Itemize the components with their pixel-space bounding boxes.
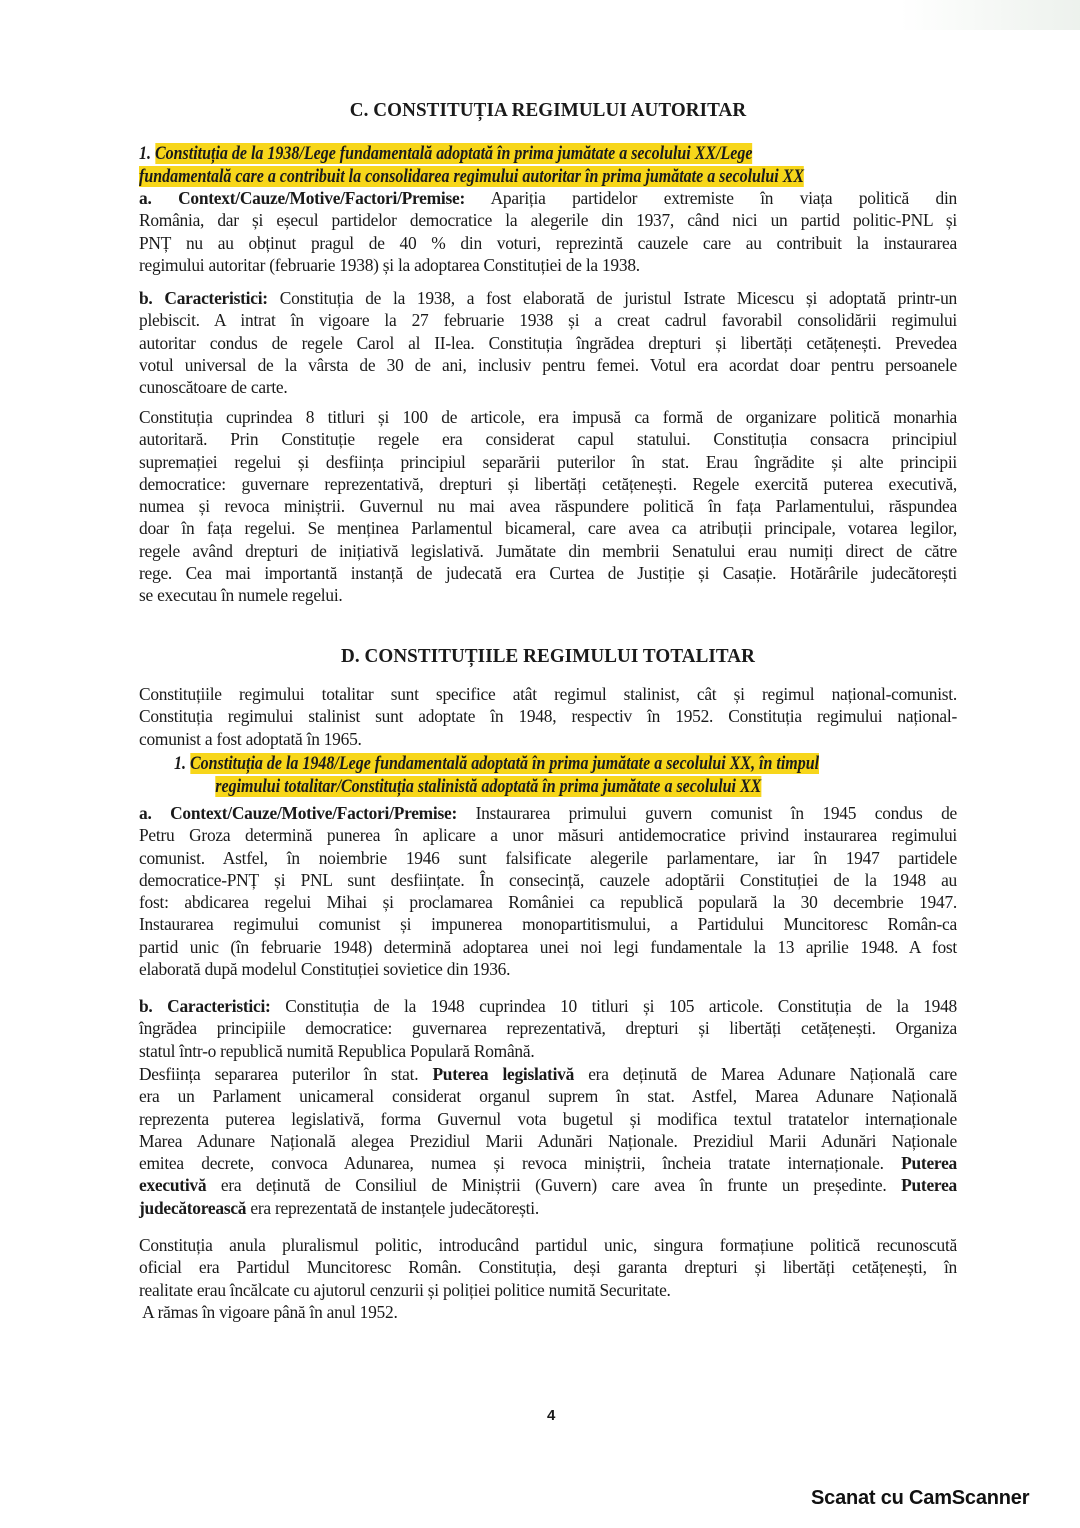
section-d-title: D. CONSTITUȚIILE REGIMULUI TOTALITAR xyxy=(340,645,756,667)
judicial-power-label: Puterea xyxy=(901,1175,957,1196)
section-d-closing-paragraph: Constituția anula pluralismul politic, introducând partidul unic, singura formațiune politică recunoscută oficial era Partidul Muncitoresc Român. Constituția, deși garanta drepturi și libertăți cetățenești, în realitate erau încălcate cu ajutorul cenzurii și poliției politice numită Securitate. A rămas în vigoare până în anul 1952. xyxy=(139,1235,957,1322)
highlighted-heading-line: Constituția de la 1948/Lege fundamentală adoptată în prima jumătate a secolului XX, în timpul xyxy=(190,753,820,774)
section-c-title: C. CONSTITUȚIA REGIMULUI AUTORITAR xyxy=(349,99,747,121)
scan-bleed-through xyxy=(900,0,1080,30)
section-c-item1-heading xyxy=(139,143,912,188)
section-d-features-paragraph: b. Caracteristici: Constituția de la 1948 cuprindea 10 titluri și 105 articole. Constituția de la 1948 îngrădea principiile democratice: guvernarea reprezentativă, drepturi și libertăți cetățenești. Organiza statul într-o republică numită Republica Populară Română. xyxy=(139,996,957,1061)
context-label: a. Context/Cauze/Motive/Factori/Premise: xyxy=(139,188,466,208)
highlighted-heading-line: regimului totalitar/Constituția stalinistă adoptată în prima jumătate a secolului XX xyxy=(215,775,762,797)
final-line: A rămas în vigoare până în anul 1952. xyxy=(139,1301,398,1322)
context-label: a. Context/Cauze/Motive/Factori/Premise: xyxy=(139,803,458,823)
item-number: 1. xyxy=(174,753,186,774)
section-c-body-paragraph: Constituția cuprindea 8 titluri și 100 de articole, era impusă ca formă de organizare politică monarhia autoritară. Prin Constituție regele era considerat capul statului. Constituția consacra principiul supremației regelui și desființa principiul separării puterilor în stat. Erau îngrădite și alte principii democratice: guvernare reprezentativă, drepturi și libertăți cetățenești. Regele exercită puterea executivă, numea și revoca miniștrii. Guvernul nu mai avea răspundere politică în fața Parlamentului, răspundea doar în fața regelui. Se menținea Parlamentul bicameral, care avea ca atribuții principale, votarea legilor, regele având drepturi de inițiativă legislativă. Jumătate din membrii Senatului erau numiți direct de către rege. Cea mai importantă instanță de judecată era Curtea de Justiție și Casație. Hotărârile judecătorești se executau în numele regelui. xyxy=(139,407,957,606)
page-number: 4 xyxy=(547,1407,556,1424)
item-number: 1. xyxy=(139,143,151,164)
section-d-powers-paragraph: Desființa separarea puterilor în stat. Puterea legislativă era deținută de Marea Adunare Națională care era un Parlament unicameral considerat organul suprem în stat. Astfel, Marea Adunare Națională reprezenta puterea legislativă, forma Guvernul vota bugetul și modifica textul tratatelor internaționale Marea Adunare Națională alegea Prezidiul Marii Adunări Naționale. Prezidiul Marii Adunări Naționale emitea decrete, convoca Adunarea, numea și revoca miniștrii, încheia tratate internaționale. Puterea executivă era deținută de Consiliul de Miniștrii (Guvern) care avea în frunte un președinte. Puterea judecătorească era reprezentată de instanțele judecătorești. xyxy=(139,1064,958,1218)
highlighted-heading-line: fundamentală care a contribuit la consolidarea regimului autoritar în prima jumătate a secolului XX xyxy=(139,165,805,187)
section-d-item1-heading xyxy=(174,753,954,798)
executive-power-label: Puterea xyxy=(901,1153,957,1174)
features-label: b. Caracteristici: xyxy=(139,288,268,308)
camscanner-watermark: Scanat cu CamScanner xyxy=(811,1487,1030,1509)
section-d-context-paragraph: a. Context/Cauze/Motive/Factori/Premise: Instaurarea primului guvern comunist în 1945 condus de Petru Groza determină punerea în aplicare a unor măsuri antidemocratice privind instaurarea regimului comunist. Astfel, în noiembrie 1946 sunt falsificate alegerile parlamentare, iar în 1947 partidele democratice-PNȚ și PNL sunt desființate. În consecință, cauzele adoptării Constituției de la 1948 au fost: abdicarea regelui Mihai și proclamarea României ca republică populară la 30 decembrie 1947. Instaurarea regimului comunist și impunerea monopartitismului, a Partidului Muncitoresc Român-ca partid unic (în februarie 1948) determină adoptarea unei noi legi fundamentale la 13 aprilie 1948. A fost elaborată după modelul Constituției sovietice din 1936. xyxy=(139,803,957,980)
features-label: b. Caracteristici: xyxy=(139,996,271,1016)
highlighted-heading-line: Constituția de la 1938/Lege fundamentală adoptată în prima jumătate a secolului XX/Lege xyxy=(155,143,753,164)
section-c-features-paragraph: b. Caracteristici: Constituția de la 1938, a fost elaborată de juristul Istrate Micescu și adoptată printr-un plebiscit. A intrat în vigoare la 27 februarie 1938 și a creat cadrul favorabil consolidării regimului autoritar condus de regele Carol al II-lea. Constituția îngrădea drepturi și libertăți cetățenești. Prevedea votul universal de la vârsta de 30 de ani, inclusiv pentru femei. Votul era acordat doar pentru persoanele cunoscătoare de carte. xyxy=(139,288,957,398)
section-c-context-paragraph: a. Context/Cauze/Motive/Factori/Premise: Apariția partidelor extremiste în viața politică din România, dar și eșecul partidelor democratice la alegerile din 1937, când nici un partid politic-PNL și PNȚ nu au obținut pragul de 40 % din voturi, reprezintă cauzele care au contribuit la instaurarea regimului autoritar (februarie 1938) și la adoptarea Constituției de la 1938. xyxy=(139,188,958,275)
section-d-intro-paragraph: Constituțiile regimului totalitar sunt specifice atât regimul stalinist, cât și regimul național-comunist. Constituția regimului stalinist sunt adoptate în 1948, respectiv în 1952. Constituția regimului național- comunist a fost adoptată în 1965. xyxy=(139,684,957,749)
legislative-power-label: Puterea legislativă xyxy=(432,1064,575,1084)
